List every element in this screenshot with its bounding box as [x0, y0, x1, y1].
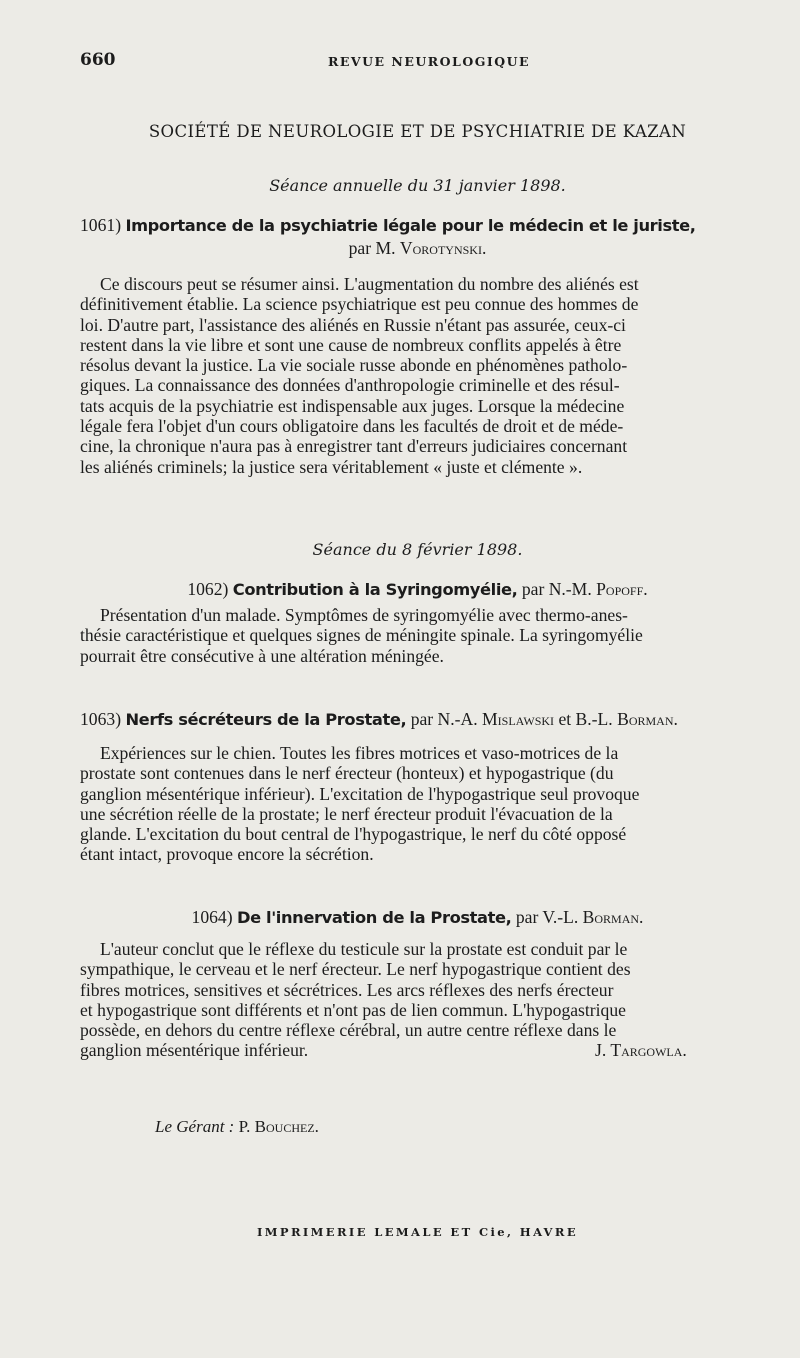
- text-line: sympathique, le cerveau et le nerf érecteur. Le nerf hypogastrique contient des: [80, 959, 631, 980]
- article-1064: [80, 906, 755, 1061]
- text-line: cine, la chronique n'aura pas à enregistrer tant d'erreurs judiciaires concernant: [80, 436, 628, 457]
- article-title-text: De l'innervation de la Prostate,: [236, 908, 512, 927]
- text-line: loi. D'autre part, l'assistance des aliénés en Russie n'étant pas assurée, ceux-ci: [80, 314, 626, 335]
- article-number: 1061): [80, 215, 122, 235]
- signature-prefix: P.: [238, 1117, 251, 1136]
- article-1061: [80, 214, 755, 477]
- signature-name: Bouchez.: [254, 1117, 319, 1136]
- text-line: étant intact, provoque encore la sécrétion.: [80, 844, 374, 865]
- byline-prefix: par N.-A.: [410, 709, 478, 729]
- article-body: [80, 274, 755, 477]
- text-line: [80, 1040, 755, 1060]
- article-title: [80, 214, 755, 237]
- author-name: Borman.: [582, 907, 644, 927]
- reviewer-signature: J. Targowla.: [595, 1040, 687, 1061]
- article-title-text: Nerfs sécréteurs de la Prostate,: [125, 710, 407, 729]
- manager-signature: [155, 1117, 319, 1137]
- article-1063: [80, 708, 755, 865]
- text-line: définitivement établie. La science psychiatrique est peu connue des hommes de: [80, 294, 639, 315]
- text-line: restent dans la vie libre et sont une cause de nombreux conflits appelés à être: [80, 334, 622, 355]
- text-line: et hypogastrique sont différents et n'ont pas de lien commun. L'hypogastrique: [80, 999, 626, 1020]
- article-title: [80, 906, 755, 929]
- author-name: Vorotynski.: [399, 238, 487, 258]
- text-line-content: ganglion mésentérique inférieur.: [80, 1040, 309, 1061]
- society-heading: SOCIÉTÉ DE NEUROLOGIE ET DE PSYCHIATRIE DE KAZAN: [148, 122, 687, 141]
- text-line: légale fera l'objet d'un cours obligatoire dans les facultés de droit et de méde-: [80, 416, 624, 437]
- text-line: les aliénés criminels; la justice sera véritablement « juste et clémente ».: [80, 456, 583, 477]
- byline-prefix: par V.-L.: [515, 907, 579, 927]
- article-body: [80, 939, 755, 1061]
- text-line: prostate sont contenues dans le nerf érecteur (honteux) et hypogastrique (du: [80, 763, 614, 784]
- page-number: 660: [80, 50, 116, 70]
- article-1062: [80, 578, 755, 666]
- byline-prefix: par N.-M.: [521, 579, 592, 599]
- signature-label: Le Gérant :: [155, 1117, 235, 1136]
- text-line: glande. L'excitation du bout central de l'hypogastrique, le nerf du côté opposé: [80, 824, 627, 845]
- author-name: Popoff.: [596, 579, 648, 599]
- session-heading-1: Séance annuelle du 31 janvier 1898.: [269, 176, 566, 195]
- text-line: Expériences sur le chien. Toutes les fibres motrices et vaso-motrices de la: [100, 743, 619, 763]
- article-byline: [80, 237, 755, 260]
- article-number: 1062): [187, 579, 229, 599]
- article-title-text: Contribution à la Syringomyélie,: [232, 580, 518, 599]
- article-title: [80, 578, 755, 601]
- text-line: Présentation d'un malade. Symptômes de syringomyélie avec thermo-anes-: [100, 605, 628, 625]
- text-line: tats acquis de la psychiatrie est indispensable aux juges. Lorsque la médecine: [80, 395, 625, 416]
- text-line: fibres motrices, sensitives et sécrétrices. Les arcs réflexes des nerfs érecteur: [80, 979, 614, 1000]
- byline-conjunction: et B.-L.: [558, 709, 613, 729]
- article-body: [80, 605, 755, 666]
- text-line: pourrait être consécutive à une altération méningée.: [80, 645, 444, 666]
- article-title: [80, 708, 755, 731]
- author-name: Borman.: [617, 709, 678, 729]
- article-title-text: Importance de la psychiatrie légale pour le médecin et le juriste,: [125, 216, 696, 235]
- text-line: ganglion mésentérique inférieur). L'excitation de l'hypogastrique seul provoque: [80, 783, 640, 804]
- text-line: résolus devant la justice. La vie sociale russe abonde en phénomènes patholo-: [80, 355, 628, 376]
- article-body: [80, 743, 755, 865]
- text-line: thésie caractéristique et quelques signes de méningite spinale. La syringomyélie: [80, 625, 643, 646]
- session-heading-2: Séance du 8 février 1898.: [312, 540, 523, 559]
- text-line: giques. La connaissance des données d'anthropologie criminelle et des résul-: [80, 375, 620, 396]
- text-line: une sécrétion réelle de la prostate; le nerf érecteur produit l'évacuation de la: [80, 803, 613, 824]
- author-name: Mislawski: [482, 709, 555, 729]
- text-line: possède, en dehors du centre réflexe cérébral, un autre centre réflexe dans le: [80, 1020, 617, 1041]
- printer-imprint: IMPRIMERIE LEMALE ET Cie, HAVRE: [256, 1225, 579, 1239]
- text-line: L'auteur conclut que le réflexe du testicule sur la prostate est conduit par le: [100, 939, 628, 959]
- article-number: 1063): [80, 709, 122, 729]
- running-title: REVUE NEUROLOGIQUE: [328, 54, 531, 69]
- text-line: Ce discours peut se résumer ainsi. L'augmentation du nombre des aliénés est: [100, 274, 639, 294]
- article-number: 1064): [191, 907, 233, 927]
- page-header: [80, 50, 755, 72]
- byline-prefix: par M.: [348, 238, 396, 258]
